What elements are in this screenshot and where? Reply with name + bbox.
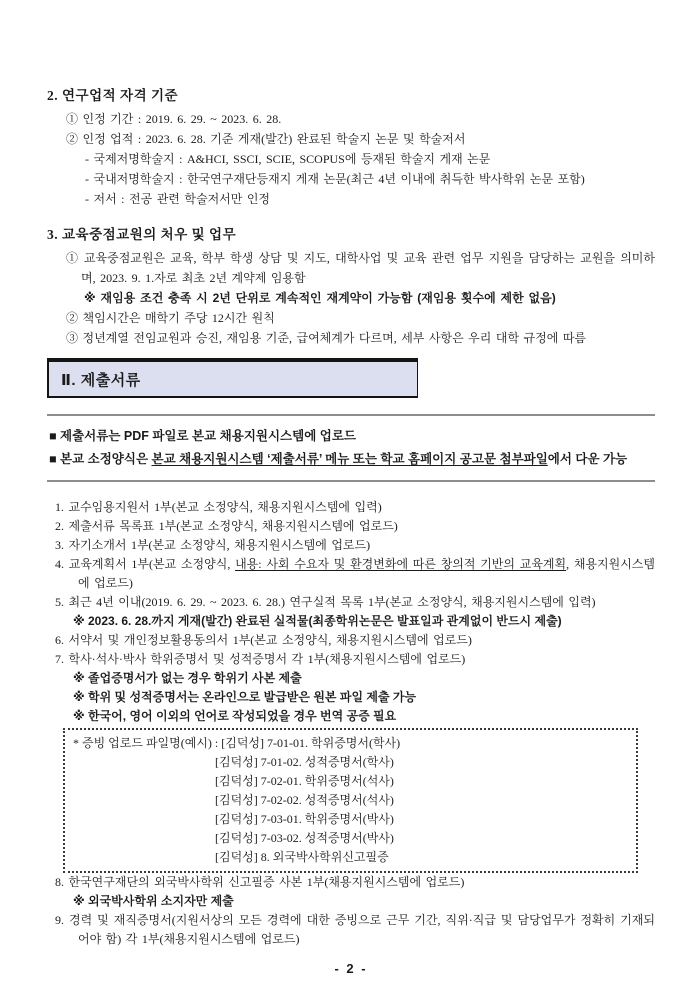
doc-item-7-note-1: ※ 졸업증명서가 없는 경우 학위기 사본 제출 bbox=[73, 671, 302, 685]
doc-item-3: 3. 자기소개서 1부(본교 소정양식, 채용지원시스템에 업로드) bbox=[55, 538, 371, 552]
filename-example-file-0: [김덕성] 7-01-01. 학위증명서(학사) bbox=[221, 736, 401, 750]
domestic-journal-line: - 국내저명학술지 : 한국연구재단등재지 게재 논문(최근 4년 이내에 취득한 박사학위 논문 포함) bbox=[85, 172, 585, 186]
notice-upload-line: ■ 제출서류는 PDF 파일로 본교 채용지원시스템에 업로드 bbox=[49, 429, 356, 443]
international-journal-line: - 국제저명학술지 : A&HCI, SSCI, SCIE, SCOPUS에 등재된 학술지 게재 논문 bbox=[85, 152, 491, 166]
notice-form-prefix: ■ 본교 소정양식은 bbox=[49, 452, 152, 466]
page-number: - 2 - bbox=[334, 961, 368, 976]
submission-documents-header: Ⅱ. 제출서류 bbox=[47, 358, 418, 398]
doc-item-4-prefix: 4. 교육계획서 1부(본교 소정양식, bbox=[55, 557, 236, 571]
document-list bbox=[47, 498, 655, 949]
doc-item-5: 5. 최근 4년 이내(2019. 6. 29. ~ 2023. 6. 28.) 연구실적 목록 1부(본교 소정양식, 채용지원시스템에 입력) bbox=[55, 595, 596, 609]
doc-item-7-note-2: ※ 학위 및 성적증명서는 온라인으로 발급받은 원본 파일 제출 가능 bbox=[73, 690, 417, 704]
filename-example-file-5: [김덕성] 7-03-02. 성적증명서(박사) bbox=[215, 831, 394, 845]
filename-example-file-6: [김덕성] 8. 외국박사학위신고필증 bbox=[215, 850, 389, 864]
section-2-title: 2. 연구업적 자격 기준 bbox=[47, 88, 179, 103]
filename-example-label: * 증빙 업로드 파일명(예시) : bbox=[73, 736, 222, 750]
doc-item-8: 8. 한국연구재단의 외국박사학위 신고필증 사본 1부(채용지원시스템에 업로드) bbox=[55, 875, 465, 889]
filename-example-file-2: [김덕성] 7-02-01. 학위증명서(석사) bbox=[215, 774, 394, 788]
filename-example-file-1: [김덕성] 7-01-02. 성적증명서(학사) bbox=[215, 755, 394, 769]
filename-example-file-4: [김덕성] 7-03-01. 학위증명서(박사) bbox=[215, 812, 394, 826]
section-3-title: 3. 교육중점교원의 처우 및 업무 bbox=[47, 227, 237, 242]
book-line: - 저서 : 전공 관련 학술저서만 인정 bbox=[85, 192, 271, 206]
filename-example-first-line bbox=[73, 734, 630, 753]
doc-item-4 bbox=[47, 555, 655, 593]
duty-definition-line: ① 교육중점교원은 교육, 학부 학생 상담 및 지도, 대학사업 및 교육 관련 업무 지원을 담당하는 교원을 의미하며, 2023. 9. 1.자로 최초 2년 계약제 임용함 bbox=[66, 251, 655, 285]
regulation-line: ③ 정년계열 전임교원과 승진, 재임용 기준, 급여체계가 다르며, 세부 사항은 우리 대학 규정에 따름 bbox=[66, 331, 586, 345]
notice-form-suffix: 에서 다운 가능 bbox=[547, 452, 628, 466]
doc-item-7-note-3: ※ 한국어, 영어 이외의 언어로 작성되었을 경우 번역 공증 필요 bbox=[73, 709, 397, 723]
section-research-criteria bbox=[47, 84, 655, 209]
section-treatment-duties bbox=[47, 223, 655, 348]
doc-item-5-note: ※ 2023. 6. 28.까지 게재(발간) 완료된 실적물(최종학위논문은 발표일과 관계없이 반드시 제출) bbox=[73, 614, 562, 628]
reappointment-note: ※ 재임용 조건 충족 시 2년 단위로 계속적인 재계약이 가능함 (재임용 횟수에 제한 없음) bbox=[84, 291, 556, 305]
doc-item-2: 2. 제출서류 목록표 1부(본교 소정양식, 채용지원시스템에 업로드) bbox=[55, 519, 398, 533]
notice-form-line bbox=[49, 448, 653, 471]
upload-notice-box bbox=[47, 414, 655, 482]
filename-example-box bbox=[63, 728, 638, 873]
doc-item-4-suffix: , 채용지원시스템에 업로드) bbox=[78, 557, 655, 590]
research-achievement-line: ② 인정 업적 : 2023. 6. 28. 기준 게재(발간) 완료된 학술지 논문 및 학술저서 bbox=[66, 132, 466, 146]
doc-item-1: 1. 교수임용지원서 1부(본교 소정양식, 채용지원시스템에 입력) bbox=[55, 500, 382, 514]
doc-item-6: 6. 서약서 및 개인정보활용동의서 1부(본교 소정양식, 채용지원시스템에 업로드) bbox=[55, 633, 472, 647]
doc-item-4-underlined: 내용: 사회 수요자 및 환경변화에 따른 창의적 기반의 교육계획 bbox=[235, 557, 567, 571]
notice-form-underlined: 본교 채용지원시스템 ‘제출서류’ 메뉴 또는 학교 홈페이지 공고문 첨부파일 bbox=[151, 452, 548, 466]
research-period-line: ① 인정 기간 : 2019. 6. 29. ~ 2023. 6. 28. bbox=[66, 112, 282, 126]
doc-item-9: 9. 경력 및 재직증명서(지원서상의 모든 경력에 대한 증빙으로 근무 기간, 직위·직급 및 담당업무가 정확히 기재되어야 함) 각 1부(채용지원시스템에 업로드) bbox=[55, 913, 655, 946]
doc-item-8-note: ※ 외국박사학위 소지자만 제출 bbox=[73, 894, 234, 908]
filename-example-file-3: [김덕성] 7-02-02. 성적증명서(석사) bbox=[215, 793, 394, 807]
doc-item-7: 7. 학사·석사·박사 학위증명서 및 성적증명서 각 1부(채용지원시스템에 업로드) bbox=[55, 652, 466, 666]
teaching-hours-line: ② 책임시간은 매학기 주당 12시간 원칙 bbox=[66, 311, 275, 325]
